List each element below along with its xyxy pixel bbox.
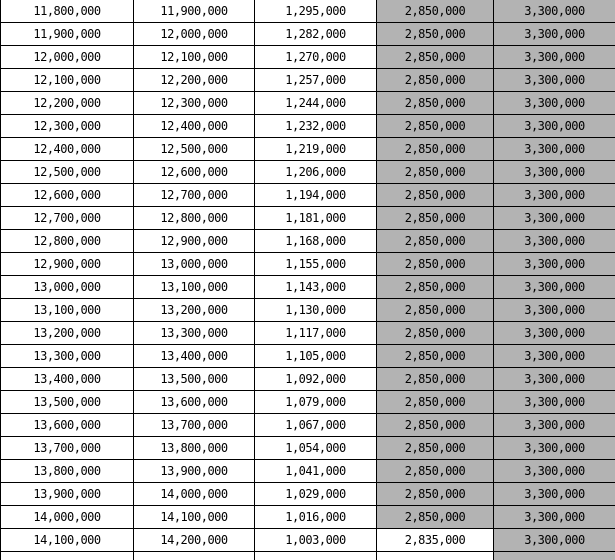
table-cell: 14,000,000 — [1, 506, 134, 529]
table-cell: 12,300,000 — [134, 92, 255, 115]
table-row — [1, 437, 615, 460]
table-cell: 1,029,000 — [255, 483, 377, 506]
table-row — [1, 184, 615, 207]
table-cell: 1,206,000 — [255, 161, 377, 184]
table-cell-partial — [255, 552, 377, 560]
table-cell: 12,500,000 — [134, 138, 255, 161]
table-cell: 3,300,000 — [494, 0, 615, 23]
table-cell: 2,850,000 — [377, 506, 494, 529]
table-cell: 13,400,000 — [134, 345, 255, 368]
table-row — [1, 483, 615, 506]
table-cell: 13,100,000 — [134, 276, 255, 299]
table-row — [1, 0, 615, 23]
table-cell: 1,282,000 — [255, 23, 377, 46]
table-cell: 13,600,000 — [134, 391, 255, 414]
table-row — [1, 345, 615, 368]
table-cell: 2,850,000 — [377, 276, 494, 299]
table-cell: 1,155,000 — [255, 253, 377, 276]
table-cell: 2,850,000 — [377, 138, 494, 161]
table-cell: 3,300,000 — [494, 207, 615, 230]
table-row — [1, 414, 615, 437]
table-cell: 13,300,000 — [1, 345, 134, 368]
table-cell: 3,300,000 — [494, 483, 615, 506]
table-row — [1, 230, 615, 253]
table-cell: 3,300,000 — [494, 161, 615, 184]
table-cell: 3,300,000 — [494, 276, 615, 299]
table-cell: 12,300,000 — [1, 115, 134, 138]
table-cell: 2,850,000 — [377, 0, 494, 23]
table-row-partial — [1, 552, 615, 560]
table-row — [1, 368, 615, 391]
table-cell: 2,850,000 — [377, 23, 494, 46]
table-row — [1, 138, 615, 161]
table-row — [1, 460, 615, 483]
table-cell: 1,003,000 — [255, 529, 377, 552]
table-cell: 1,270,000 — [255, 46, 377, 69]
table-cell: 13,900,000 — [1, 483, 134, 506]
table-cell: 12,500,000 — [1, 161, 134, 184]
table-cell: 1,295,000 — [255, 0, 377, 23]
table-row — [1, 115, 615, 138]
table-cell: 13,800,000 — [134, 437, 255, 460]
table-cell: 3,300,000 — [494, 506, 615, 529]
table-row — [1, 299, 615, 322]
table-cell: 1,232,000 — [255, 115, 377, 138]
table-cell: 12,200,000 — [1, 92, 134, 115]
table-cell: 3,300,000 — [494, 138, 615, 161]
table-cell: 12,700,000 — [1, 207, 134, 230]
table-cell-partial — [377, 552, 494, 560]
table-cell: 2,850,000 — [377, 483, 494, 506]
table-cell: 12,900,000 — [1, 253, 134, 276]
table-cell: 1,194,000 — [255, 184, 377, 207]
table-cell: 2,850,000 — [377, 46, 494, 69]
table-cell: 11,800,000 — [1, 0, 134, 23]
table-cell: 3,300,000 — [494, 69, 615, 92]
table-cell: 1,257,000 — [255, 69, 377, 92]
table-cell: 1,244,000 — [255, 92, 377, 115]
table-cell: 3,300,000 — [494, 46, 615, 69]
table-cell: 2,850,000 — [377, 207, 494, 230]
table-cell: 2,850,000 — [377, 437, 494, 460]
table-cell: 13,000,000 — [134, 253, 255, 276]
table-row — [1, 161, 615, 184]
table-cell: 3,300,000 — [494, 368, 615, 391]
table-cell: 1,219,000 — [255, 138, 377, 161]
table-cell: 3,300,000 — [494, 345, 615, 368]
table-cell: 14,100,000 — [1, 529, 134, 552]
table-cell: 3,300,000 — [494, 184, 615, 207]
table-cell: 2,850,000 — [377, 368, 494, 391]
table-cell: 3,300,000 — [494, 414, 615, 437]
table-cell: 12,700,000 — [134, 184, 255, 207]
table-cell: 2,850,000 — [377, 299, 494, 322]
table-row — [1, 391, 615, 414]
table-cell: 13,400,000 — [1, 368, 134, 391]
table-cell: 11,900,000 — [1, 23, 134, 46]
table-cell: 13,500,000 — [1, 391, 134, 414]
table-cell: 1,092,000 — [255, 368, 377, 391]
table-cell: 12,600,000 — [1, 184, 134, 207]
table-cell: 2,850,000 — [377, 115, 494, 138]
table-row — [1, 23, 615, 46]
table-cell: 1,067,000 — [255, 414, 377, 437]
table-cell: 1,016,000 — [255, 506, 377, 529]
table-cell: 12,600,000 — [134, 161, 255, 184]
table-cell: 14,100,000 — [134, 506, 255, 529]
table-cell: 14,000,000 — [134, 483, 255, 506]
table-row — [1, 207, 615, 230]
table-cell: 3,300,000 — [494, 299, 615, 322]
table-cell: 12,100,000 — [134, 46, 255, 69]
table-cell: 1,105,000 — [255, 345, 377, 368]
table-cell: 12,900,000 — [134, 230, 255, 253]
table-cell: 3,300,000 — [494, 529, 615, 552]
table-cell-partial — [1, 552, 134, 560]
table-cell: 3,300,000 — [494, 23, 615, 46]
table-cell: 1,181,000 — [255, 207, 377, 230]
table-cell: 12,400,000 — [1, 138, 134, 161]
table-cell: 2,850,000 — [377, 414, 494, 437]
table-cell: 2,850,000 — [377, 230, 494, 253]
table-cell: 1,130,000 — [255, 299, 377, 322]
table-cell: 3,300,000 — [494, 437, 615, 460]
table-body — [1, 0, 615, 560]
table-row — [1, 276, 615, 299]
table-cell: 13,200,000 — [1, 322, 134, 345]
table-cell: 12,100,000 — [1, 69, 134, 92]
table-cell: 2,850,000 — [377, 184, 494, 207]
table-cell: 3,300,000 — [494, 391, 615, 414]
table-cell: 2,850,000 — [377, 345, 494, 368]
table-cell: 13,900,000 — [134, 460, 255, 483]
table-cell: 2,850,000 — [377, 92, 494, 115]
table-cell: 2,850,000 — [377, 460, 494, 483]
table-cell: 3,300,000 — [494, 115, 615, 138]
table-cell: 13,000,000 — [1, 276, 134, 299]
table-row — [1, 253, 615, 276]
table-cell: 12,200,000 — [134, 69, 255, 92]
table-cell: 1,168,000 — [255, 230, 377, 253]
table-cell: 13,300,000 — [134, 322, 255, 345]
table-cell: 3,300,000 — [494, 253, 615, 276]
table-cell: 13,200,000 — [134, 299, 255, 322]
table-cell: 13,600,000 — [1, 414, 134, 437]
table-cell: 14,200,000 — [134, 529, 255, 552]
table-cell: 3,300,000 — [494, 230, 615, 253]
table-cell: 3,300,000 — [494, 460, 615, 483]
table-cell: 12,000,000 — [1, 46, 134, 69]
table-cell: 2,850,000 — [377, 253, 494, 276]
table-cell: 3,300,000 — [494, 322, 615, 345]
table-cell: 1,117,000 — [255, 322, 377, 345]
table-row — [1, 46, 615, 69]
table-row — [1, 322, 615, 345]
table-cell-partial — [134, 552, 255, 560]
table-cell: 13,700,000 — [1, 437, 134, 460]
table-cell: 1,143,000 — [255, 276, 377, 299]
table-cell: 1,079,000 — [255, 391, 377, 414]
table-cell: 13,100,000 — [1, 299, 134, 322]
table-row — [1, 529, 615, 552]
table-cell: 12,400,000 — [134, 115, 255, 138]
table-cell: 12,000,000 — [134, 23, 255, 46]
table-row — [1, 92, 615, 115]
table-cell: 12,800,000 — [134, 207, 255, 230]
table-cell: 12,800,000 — [1, 230, 134, 253]
table-row — [1, 69, 615, 92]
table-cell: 13,500,000 — [134, 368, 255, 391]
table-cell: 1,054,000 — [255, 437, 377, 460]
table-cell: 13,800,000 — [1, 460, 134, 483]
table-cell-partial — [494, 552, 615, 560]
table-cell: 1,041,000 — [255, 460, 377, 483]
table-cell: 3,300,000 — [494, 92, 615, 115]
table-cell: 2,850,000 — [377, 69, 494, 92]
table-cell: 2,850,000 — [377, 391, 494, 414]
table-cell: 2,835,000 — [377, 529, 494, 552]
table-cell: 2,850,000 — [377, 161, 494, 184]
table-cell: 11,900,000 — [134, 0, 255, 23]
table-cell: 2,850,000 — [377, 322, 494, 345]
table-row — [1, 506, 615, 529]
table-cell: 13,700,000 — [134, 414, 255, 437]
